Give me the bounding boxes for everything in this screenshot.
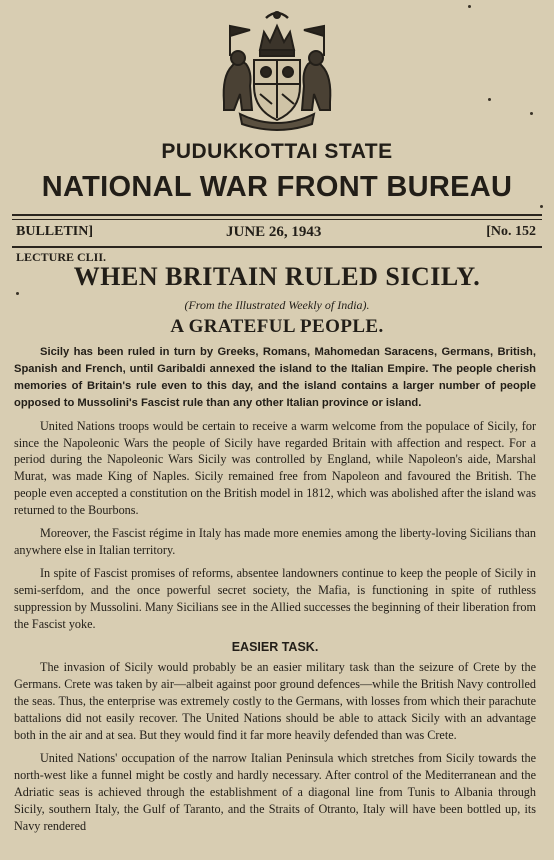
bulletin-date: JUNE 26, 1943 [226, 224, 322, 240]
paper-speck [468, 5, 471, 8]
body-paragraph: United Nations troops would be certain to receive a warm welcome from the populace of Sicily, for since the Napoleonic Wars the people of Sicily have regarded Britain with affection and respect. For a period during the Napoleonic Wars Sicily was controlled by England, while Napoleon's aide, Marshal Murat, was made King of Naples. Sicily remained free from Napoleon and favoured the British. The people even accepted a constitution on the British model in 1812, which was abolished after the island was returned to the Bourbons. [14, 418, 536, 518]
paper-speck [488, 98, 491, 101]
body-paragraph: The invasion of Sicily would probably be an easier military task than the seizure of Crete by the Germans. Crete was taken by air—albeit against poor ground defences—while the British Navy controlled the seas. Thus, the enterprise was extremely costly to the Germans, with losses from which their parachute battalions did not easily recover. The United Nations should be able to attack Sicily with an advantage both in the air and at sea. But they would find it far more heavily defended than was Crete. [14, 660, 536, 743]
article-title: WHEN BRITAIN RULED SICILY. [73, 262, 481, 291]
bulletin-label: BULLETIN] [16, 224, 94, 239]
body-paragraph: United Nations' occupation of the narrow Italian Peninsula which stretches from Sicily towards the north-west like a funnel might be costly and hardly necessary. After control of the Mediterranean and the Adriatic seas is achieved through the establishment of a diagonal line from Tunis to Albania through Sicily, southern Italy, the Gulf of Taranto, and the Straits of Otranto, Italy will have been bottled up, its Navy rendered [14, 750, 536, 833]
top-rule-thin [12, 219, 542, 220]
body-paragraph: Moreover, the Fascist régime in Italy has made more enemies among the liberty-loving Sicilians than anywhere else in Italian territory. [14, 526, 536, 557]
body-paragraph: In spite of Fascist promises of reforms, absentee landowners continue to keep the people of Sicily in semi-serfdom, and the once powerful secret society, the Mafia, is functioning in spite of ruthless suppression by Mussolini. Many Sicilians see in the Allied successes the beginning of their liberation from the Fascist yoke. [14, 565, 536, 631]
section-heading: EASIER TASK. [231, 639, 319, 654]
bottom-rule [12, 246, 542, 248]
bureau-name-heading: NATIONAL WAR FRONT BUREAU [41, 171, 513, 203]
top-rule [12, 214, 542, 216]
bulletin-number: [No. 152 [486, 224, 536, 239]
lecture-number: LECTURE CLII. [16, 250, 107, 264]
article-body [14, 344, 536, 840]
paper-speck [540, 205, 543, 208]
bulletin-info-row [16, 224, 536, 244]
paper-speck [16, 292, 19, 295]
lead-paragraph: Sicily has been ruled in turn by Greeks, Romans, Mahomedan Saracens, Germans, British, Spanish and French, until Garibaldi annexed the island to the Italian Empire. The people cherish memories of Britain's rule even to this day, and the island contains a larger number of people opposed to Mussolini's Fascist rule than any other Italian province or island. [14, 346, 536, 409]
article-source: (From the Illustrated Weekly of India). [184, 298, 370, 312]
paper-speck [530, 112, 533, 115]
article-subtitle: A GRATEFUL PEOPLE. [170, 316, 384, 337]
coat-of-arms-crest-icon [216, 6, 338, 134]
state-name-heading: PUDUKKOTTAI STATE [161, 140, 393, 163]
